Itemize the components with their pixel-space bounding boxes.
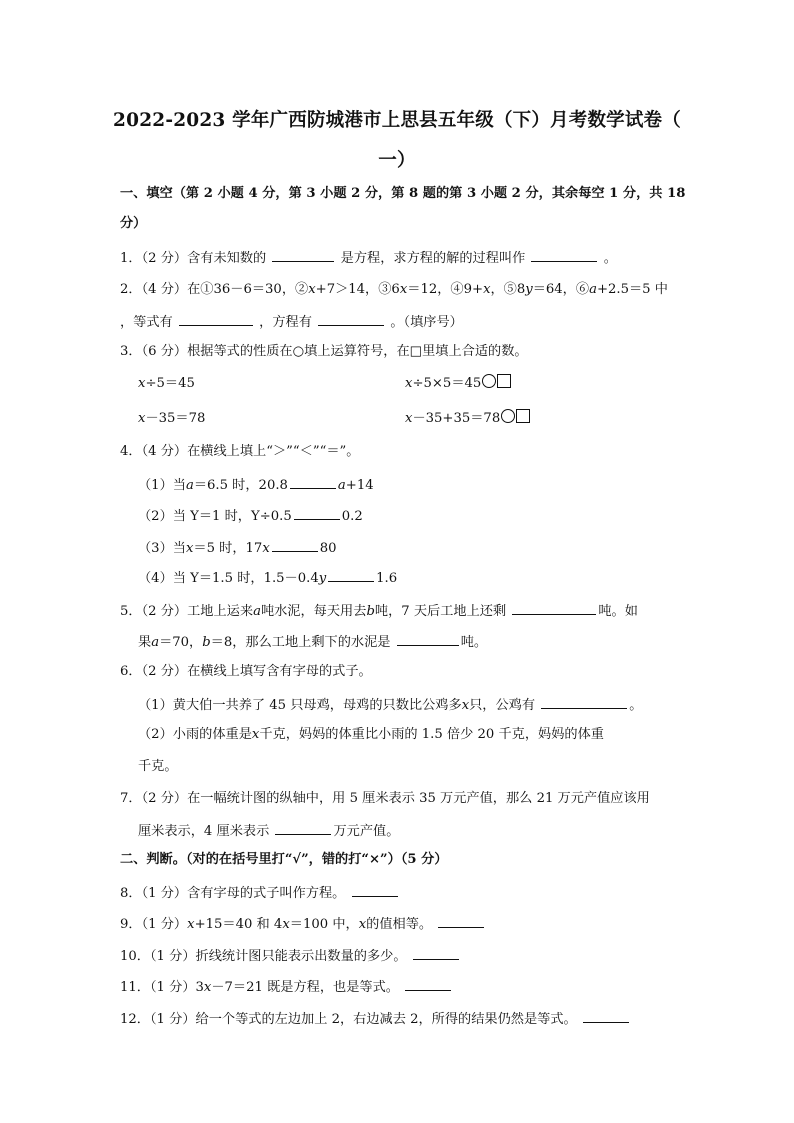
q9-judge-blank[interactable] xyxy=(438,913,484,928)
q4-text: （3）当 xyxy=(138,541,186,556)
q11-var: x xyxy=(203,980,212,995)
section-1-heading: 一、填空（第 2 小题 4 分，第 3 小题 2 分，第 8 题的第 3 小题 2 分，其余每空 1 分，共 18 xyxy=(120,186,686,201)
q4-sub-4 xyxy=(138,567,397,589)
q4-var: a xyxy=(337,478,346,493)
q4-text: （4）当 Y＝1.5 时，1.5－0.4 xyxy=(138,571,319,586)
q4-var: x xyxy=(185,541,194,556)
q6-sub-1 xyxy=(138,694,642,716)
q5-text: 吨水泥，每天用去 xyxy=(260,604,367,619)
q4-text: 80 xyxy=(319,541,337,556)
question-11 xyxy=(120,976,453,998)
q3-expr: ÷5＝45 xyxy=(145,376,195,391)
question-8 xyxy=(120,882,400,904)
q4-text: 1.6 xyxy=(376,571,398,586)
q1-answer-blank-2[interactable] xyxy=(531,247,597,262)
q2-var: a xyxy=(589,282,597,297)
q4-compare-blank[interactable] xyxy=(272,537,318,552)
q2-var: x xyxy=(483,282,491,297)
q4-text: 0.2 xyxy=(341,509,363,524)
q3-var: x xyxy=(138,411,146,426)
q2-text: +7＞14，③6 xyxy=(315,282,400,297)
q4-var: y xyxy=(318,571,327,586)
number-square-blank[interactable] xyxy=(497,374,511,388)
question-7: 7．（2 分）在一幅统计图的纵轴中，用 5 厘米表示 35 万元产值，那么 21 万元产值应该用 xyxy=(120,791,650,806)
page-title-line-1: 2022-2023 学年广西防城港市上思县五年级（下）月考数学试卷（ xyxy=(113,110,681,131)
q3-row-2-right xyxy=(405,409,530,429)
q9-var: x xyxy=(282,917,290,932)
q2-text: ＝12，④9+ xyxy=(407,282,484,297)
question-1 xyxy=(120,247,617,269)
q5-var: b xyxy=(366,604,375,619)
q4-sub-2 xyxy=(138,505,363,527)
q3-expr: －35+35＝78 xyxy=(412,411,501,426)
question-10 xyxy=(120,945,461,967)
q7-value-blank[interactable] xyxy=(275,820,331,835)
question-9 xyxy=(120,913,486,935)
q2-text: +2.5＝5 中 xyxy=(596,282,668,297)
q4-text: （1）当 xyxy=(138,478,186,493)
question-4: 4．（4 分）在横线上填上“＞”“＜”“＝”。 xyxy=(120,444,360,459)
q3-var: x xyxy=(138,376,146,391)
q4-text: ＝5 时，17 xyxy=(193,541,263,556)
section-2-heading: 二、判断。（对的在括号里打“√”，错的打“×”）（5 分） xyxy=(120,852,448,867)
q9-text: +15＝40 和 4 xyxy=(194,917,283,932)
q5-text: 吨。 xyxy=(460,635,488,650)
q4-sub-3 xyxy=(138,537,337,559)
q6-text: （1）黄大伯一共养了 45 只母鸡，母鸡的只数比公鸡多 xyxy=(138,698,462,713)
q3-row-2-left xyxy=(138,409,205,429)
q6-text: 千克，妈妈的体重比小雨的 1.5 倍少 20 千克，妈妈的体重 xyxy=(259,727,604,742)
q2-var: y xyxy=(525,282,533,297)
question-2-cont xyxy=(120,311,463,333)
q3-row-1-right xyxy=(405,374,511,394)
question-3: 3．（6 分）根据等式的性质在○填上运算符号，在□里填上合适的数。 xyxy=(120,344,528,359)
q2-equation-blank[interactable] xyxy=(179,311,253,326)
q6-text: 。 xyxy=(629,698,643,713)
number-square-blank[interactable] xyxy=(516,409,530,423)
q3-row-1-left xyxy=(138,374,195,394)
q2-text: ，方程有 xyxy=(259,315,312,330)
q10-text: 10．（1 分）折线统计图只能表示出数量的多少。 xyxy=(120,949,407,964)
q5-remaining-blank[interactable] xyxy=(512,600,596,615)
q1-text-1: 1．（2 分）含有未知数的 xyxy=(120,251,267,266)
question-2 xyxy=(120,280,668,300)
q9-var: x xyxy=(358,917,367,932)
q8-text: 8．（1 分）含有字母的式子叫作方程。 xyxy=(120,886,346,901)
q2-formula-blank[interactable] xyxy=(318,311,384,326)
q5-var: a xyxy=(253,604,261,619)
q2-var: x xyxy=(308,282,316,297)
q9-var: x xyxy=(187,917,195,932)
q4-var: x xyxy=(262,541,270,556)
q9-text: 的值相等。 xyxy=(366,917,433,932)
q12-text: 12．（1 分）给一个等式的左边加上 2，右边减去 2，所得的结果仍然是等式。 xyxy=(120,1012,577,1027)
q5-text: 吨。如 xyxy=(598,604,638,619)
q2-text: ＝64，⑥ xyxy=(532,282,590,297)
question-7-cont xyxy=(138,820,399,842)
q5-text: ＝70， xyxy=(159,635,203,650)
operator-circle-blank[interactable] xyxy=(501,409,515,423)
q8-judge-blank[interactable] xyxy=(352,882,398,897)
question-5 xyxy=(120,600,638,622)
q6-rooster-blank[interactable] xyxy=(541,694,627,709)
q5-text: 5．（2 分）工地上运来 xyxy=(120,604,254,619)
q5-text: ＝8，那么工地上剩下的水泥是 xyxy=(210,635,391,650)
q3-expr: －35＝78 xyxy=(145,411,206,426)
q5-var: a xyxy=(151,635,160,650)
q11-text: －7＝21 既是方程，也是等式。 xyxy=(211,980,399,995)
q9-text: ＝100 中， xyxy=(289,917,359,932)
q4-compare-blank[interactable] xyxy=(294,505,340,520)
q6-var: x xyxy=(461,698,470,713)
q6-text: 只，公鸡有 xyxy=(469,698,536,713)
question-6: 6．（2 分）在横线上填写含有字母的式子。 xyxy=(120,664,372,679)
q4-compare-blank[interactable] xyxy=(328,567,374,582)
q11-text: 11．（1 分）3 xyxy=(120,980,204,995)
q3-var: x xyxy=(405,411,413,426)
q4-compare-blank[interactable] xyxy=(290,474,336,489)
q6-sub-2-cont: 千克。 xyxy=(138,759,178,774)
q3-expr: ÷5×5＝45 xyxy=(412,376,482,391)
q2-var: x xyxy=(399,282,408,297)
q9-text: 9．（1 分） xyxy=(120,917,188,932)
q1-text-3: 。 xyxy=(603,251,617,266)
q2-text: 2．（4 分）在①36－6＝30，② xyxy=(120,282,309,297)
q2-text: ，⑤8 xyxy=(490,282,526,297)
q4-sub-1 xyxy=(138,474,374,496)
q7-text: 厘米表示，4 厘米表示 xyxy=(138,824,270,839)
q12-judge-blank[interactable] xyxy=(583,1008,629,1023)
q6-var: x xyxy=(251,727,260,742)
q5-text: 吨，7 天后工地上还剩 xyxy=(374,604,507,619)
operator-circle-blank[interactable] xyxy=(482,374,496,388)
q5-text: 果 xyxy=(138,635,152,650)
q5-result-blank[interactable] xyxy=(397,631,459,646)
q7-text: 万元产值。 xyxy=(333,824,400,839)
question-12 xyxy=(120,1008,631,1030)
q11-judge-blank[interactable] xyxy=(405,976,451,991)
q6-text: （2）小雨的体重是 xyxy=(138,727,252,742)
q2-text: 。（填序号） xyxy=(390,315,463,330)
question-5-cont xyxy=(138,631,487,653)
q10-judge-blank[interactable] xyxy=(413,945,459,960)
page-title-line-2: 一） xyxy=(378,150,416,171)
q4-text: ＝6.5 时，20.8 xyxy=(193,478,288,493)
q4-var: a xyxy=(185,478,194,493)
section-1-heading-cont: 分） xyxy=(120,216,147,231)
q1-text-2: 是方程，求方程的解的过程叫作 xyxy=(340,251,526,266)
q1-answer-blank-1[interactable] xyxy=(272,247,334,262)
q4-text: （2）当 Y＝1 时，Y÷0.5 xyxy=(138,509,292,524)
q2-text: ，等式有 xyxy=(120,315,173,330)
q3-var: x xyxy=(405,376,413,391)
q5-var: b xyxy=(202,635,211,650)
q4-text: +14 xyxy=(345,478,374,493)
q6-sub-2 xyxy=(138,725,604,745)
